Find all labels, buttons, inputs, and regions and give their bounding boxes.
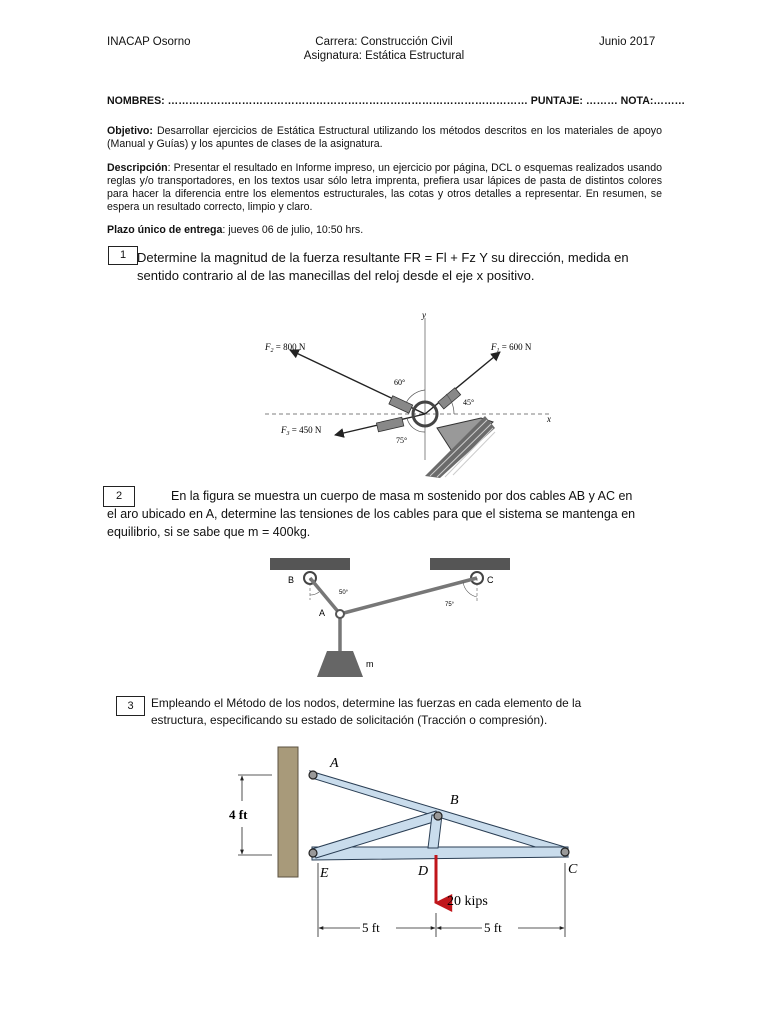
header-date: Junio 2017 [599, 36, 656, 48]
label-a: A [330, 756, 339, 771]
f2-label: $F_2 = 800$ N [265, 342, 306, 354]
member-ec [312, 847, 568, 860]
exercise-2-line3: equilibrio, si se sabe que m = 400kg. [107, 525, 311, 539]
wall [278, 747, 298, 877]
header-subject: Asignatura: Estática Estructural [303, 50, 465, 62]
score-label: PUNTAJE: ……… NOTA:……… [530, 95, 686, 107]
objective-paragraph [107, 125, 662, 151]
f3-label: $F_3 = 450$ N [281, 425, 322, 437]
exercise-1-line2: sentido contrario al de las manecillas del reloj desde el eje x positivo. [137, 268, 535, 283]
pin-c [561, 848, 569, 856]
description-label: Descripción [107, 162, 168, 174]
exercise-3-line1: Empleando el Método de los nodos, determine las fuerzas en cada elemento de la [151, 696, 582, 710]
header-institution: INACAP Osorno [107, 36, 191, 48]
ceiling-c [430, 558, 510, 570]
angle-45-label: 45° [463, 398, 475, 407]
angle-75-label: 75° [396, 436, 408, 445]
exercise-3-line2: estructura, especificando su estado de solicitación (Tracción o compresión). [151, 713, 548, 727]
support-block [425, 416, 495, 478]
exercise-2-line2: el aro ubicado en A, determine las tensiones de los cables para que el sistema se mantenga en [107, 507, 636, 521]
exercise-3-number: 3 [116, 696, 145, 716]
exercise-3-text [151, 695, 671, 729]
exercise-1-line1: Determine la magnitud de la fuerza resultante FR = Fl + Fz Y su dirección, medida en [137, 250, 629, 265]
angle-75-label-fig2: 75° [445, 602, 455, 608]
label-b: B [450, 793, 459, 808]
label-e: E [320, 866, 329, 881]
exercise-1-text [137, 249, 667, 285]
mass-block [317, 651, 363, 677]
span-1-label: 5 ft [362, 920, 380, 935]
deadline-text: : jueves 06 de julio, 10:50 hrs. [222, 224, 364, 236]
exercise-1-number: 1 [108, 246, 138, 265]
deadline-label: Plazo único de entrega [107, 224, 223, 236]
names-label: NOMBRES: ………………………………………………………………………………………… [107, 95, 528, 107]
header-career: Carrera: Construcción Civil [315, 36, 453, 48]
angle-60-label: 60° [394, 378, 406, 387]
pin-a [309, 771, 317, 779]
objective-label: Objetivo: [107, 125, 153, 137]
label-c: C [487, 575, 494, 585]
deadline-paragraph [107, 224, 662, 237]
label-b: B [288, 575, 295, 585]
span-2-label: 5 ft [484, 920, 502, 935]
label-m: m [366, 659, 374, 669]
f1-label: $F_1 = 600$ N [491, 342, 532, 354]
f3-collar [376, 417, 403, 432]
pin-e [309, 849, 317, 857]
objective-text: Desarrollar ejercicios de Estática Estructural utilizando los métodos descritos en los materiales de apoyo (Manual y Guías) y los apuntes de clases de la asignatura. [107, 125, 662, 150]
label-d: D [418, 864, 429, 879]
names-field [107, 95, 685, 107]
exercise-2-line1: En la figura se muestra un cuerpo de masa m sostenido por dos cables AB y AC en [171, 489, 633, 503]
label-c: C [568, 862, 578, 877]
ring-a [336, 610, 344, 618]
y-axis-label: y [422, 310, 426, 320]
figure-1-force-diagram [255, 310, 565, 480]
description-paragraph [107, 162, 662, 214]
cable-ac [340, 578, 477, 614]
ceiling-b [270, 558, 350, 570]
x-axis-label: x [547, 414, 551, 424]
exercise-2-number: 2 [103, 486, 135, 507]
figure-3-truss [220, 745, 600, 945]
height-label: 4 ft [229, 807, 248, 822]
description-text: : Presentar el resultado en Informe impreso, un ejercicio por página, DCL o esquemas realizados usando reglas y/o transportadores, en los textos usar sólo letra imprenta, prefiera usar lápices de pasta de distintos colores para hacer la diferencia entre los elementos estructurales, las cotas y otros detalles a representar. En resumen, se espera un resultado correcto, limpio y claro. [107, 162, 662, 213]
pin-b [434, 812, 442, 820]
angle-50-label: 50° [339, 590, 349, 596]
label-a: A [319, 608, 326, 618]
figure-2-cable-diagram [265, 555, 525, 685]
load-label: 20 kips [447, 894, 488, 909]
exercise-2-text [107, 487, 667, 541]
